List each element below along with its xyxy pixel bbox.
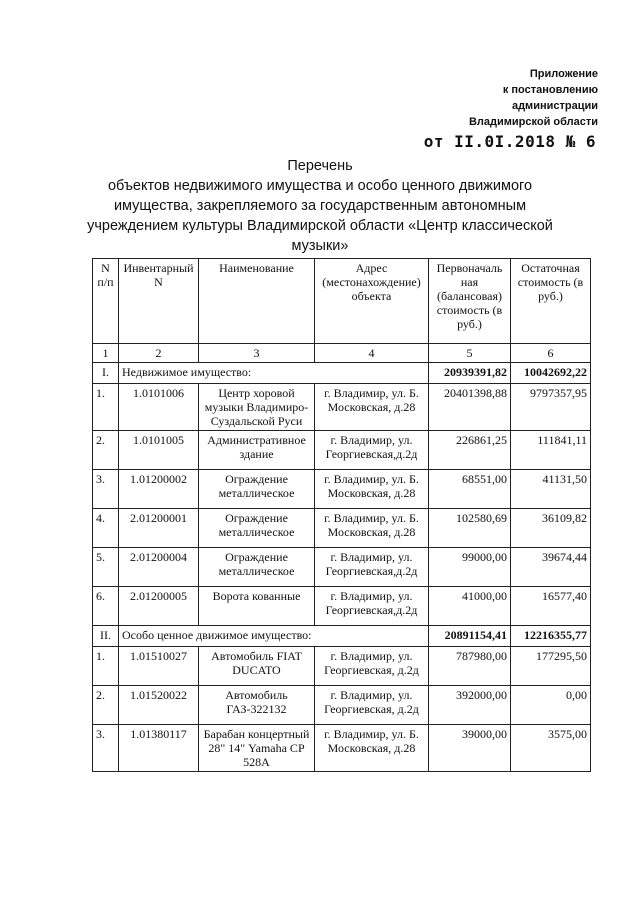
table-row: [93, 686, 591, 725]
initial-cost: 99000,00: [429, 548, 511, 587]
column-number: 5: [429, 344, 511, 363]
initial-cost: 41000,00: [429, 587, 511, 626]
section-row: [93, 626, 591, 647]
document-title: [60, 156, 580, 256]
initial-cost: 787980,00: [429, 647, 511, 686]
row-num: 2.: [93, 686, 119, 725]
inventory-number: 1.0101006: [119, 384, 199, 431]
item-address: г. Владимир, ул. Георгиевская,д.2д: [315, 548, 429, 587]
row-num: 3.: [93, 725, 119, 772]
section-residual-total: 10042692,22: [511, 363, 591, 384]
item-address: г. Владимир, ул. Б. Московская, д.28: [315, 470, 429, 509]
inventory-number: 2.01200004: [119, 548, 199, 587]
residual-cost: 0,00: [511, 686, 591, 725]
table-row: [93, 470, 591, 509]
residual-cost: 9797357,95: [511, 384, 591, 431]
header-residual-cost: Остаточная стоимость (в руб.): [511, 259, 591, 344]
title-line-3: имущества, закрепляемого за государственным автономным: [113, 198, 527, 214]
section-label: Особо ценное движимое имущество:: [119, 626, 429, 647]
item-address: г. Владимир, ул. Георгиевская,д.2д: [315, 431, 429, 470]
table-header-row: [93, 259, 591, 344]
initial-cost: 68551,00: [429, 470, 511, 509]
inventory-number: 1.01510027: [119, 647, 199, 686]
section-initial-total: 20891154,41: [429, 626, 511, 647]
residual-cost: 3575,00: [511, 725, 591, 772]
header-initial-cost: Первоначаль ная (балансовая) стоимость (в руб.): [429, 259, 511, 344]
header-name: Наименование: [199, 259, 315, 344]
row-num: 5.: [93, 548, 119, 587]
item-name: Ограждение металлическое: [199, 548, 315, 587]
residual-cost: 111841,11: [511, 431, 591, 470]
title-line-5: музыки»: [291, 238, 349, 254]
inventory-number: 1.0101005: [119, 431, 199, 470]
property-table: [92, 258, 591, 772]
initial-cost: 226861,25: [429, 431, 511, 470]
annex-line-4: Владимирской области: [468, 116, 598, 128]
item-name: Автомобиль ГАЗ-322132: [199, 686, 315, 725]
annex-line-1: Приложение: [529, 68, 598, 80]
row-num: 2.: [93, 431, 119, 470]
item-name: Ограждение металлическое: [199, 470, 315, 509]
header-inventory: Инвентарный N: [119, 259, 199, 344]
table-row: [93, 509, 591, 548]
item-address: г. Владимир, ул. Георгиевская, д.2д: [315, 647, 429, 686]
column-number: 2: [119, 344, 199, 363]
residual-cost: 16577,40: [511, 587, 591, 626]
inventory-number: 2.01200001: [119, 509, 199, 548]
item-address: г. Владимир, ул. Георгиевская,д.2д: [315, 587, 429, 626]
item-address: г. Владимир, ул. Б. Московская, д.28: [315, 509, 429, 548]
residual-cost: 41131,50: [511, 470, 591, 509]
item-address: г. Владимир, ул. Б. Московская, д.28: [315, 384, 429, 431]
inventory-number: 1.01520022: [119, 686, 199, 725]
section-label: Недвижимое имущество:: [119, 363, 429, 384]
row-num: 1.: [93, 647, 119, 686]
residual-cost: 36109,82: [511, 509, 591, 548]
row-num: 1.: [93, 384, 119, 431]
title-line-1: Перечень: [287, 158, 353, 174]
section-num: I.: [93, 363, 119, 384]
section-residual-total: 12216355,77: [511, 626, 591, 647]
header-address: Адрес (местонахождение) объекта: [315, 259, 429, 344]
inventory-number: 1.01200002: [119, 470, 199, 509]
document-number: от II.0I.2018 № 6: [423, 132, 596, 151]
row-num: 4.: [93, 509, 119, 548]
table-row: [93, 647, 591, 686]
inventory-number: 1.01380117: [119, 725, 199, 772]
annex-line-3: администрации: [511, 100, 598, 112]
item-name: Центр хоровой музыки Владимиро-Суздальской Руси: [199, 384, 315, 431]
item-name: Ворота кованные: [199, 587, 315, 626]
residual-cost: 39674,44: [511, 548, 591, 587]
column-number: 6: [511, 344, 591, 363]
initial-cost: 392000,00: [429, 686, 511, 725]
column-number: 3: [199, 344, 315, 363]
section-initial-total: 20939391,82: [429, 363, 511, 384]
annex-block: [469, 66, 598, 130]
item-name: Ограждение металлическое: [199, 509, 315, 548]
section-row: [93, 363, 591, 384]
item-address: г. Владимир, ул. Б. Московская, д.28: [315, 725, 429, 772]
column-number: 4: [315, 344, 429, 363]
row-num: 3.: [93, 470, 119, 509]
column-number: 1: [93, 344, 119, 363]
table-row: [93, 384, 591, 431]
column-numbers-row: [93, 344, 591, 363]
section-num: II.: [93, 626, 119, 647]
inventory-number: 2.01200005: [119, 587, 199, 626]
table-row: [93, 548, 591, 587]
table-row: [93, 725, 591, 772]
annex-line-2: к постановлению: [502, 84, 598, 96]
item-address: г. Владимир, ул. Георгиевская, д.2д: [315, 686, 429, 725]
item-name: Автомобиль FIAT DUCATO: [199, 647, 315, 686]
title-line-2: объектов недвижимого имущества и особо ценного движимого: [107, 178, 533, 194]
table-row: [93, 587, 591, 626]
table-row: [93, 431, 591, 470]
row-num: 6.: [93, 587, 119, 626]
residual-cost: 177295,50: [511, 647, 591, 686]
item-name: Административное здание: [199, 431, 315, 470]
header-num: N п/п: [93, 259, 119, 344]
item-name: Барабан концертный 28" 14" Yamaha CP 528A: [199, 725, 315, 772]
initial-cost: 102580,69: [429, 509, 511, 548]
initial-cost: 20401398,88: [429, 384, 511, 431]
initial-cost: 39000,00: [429, 725, 511, 772]
title-line-4: учреждением культуры Владимирской области «Центр классической: [87, 218, 553, 234]
